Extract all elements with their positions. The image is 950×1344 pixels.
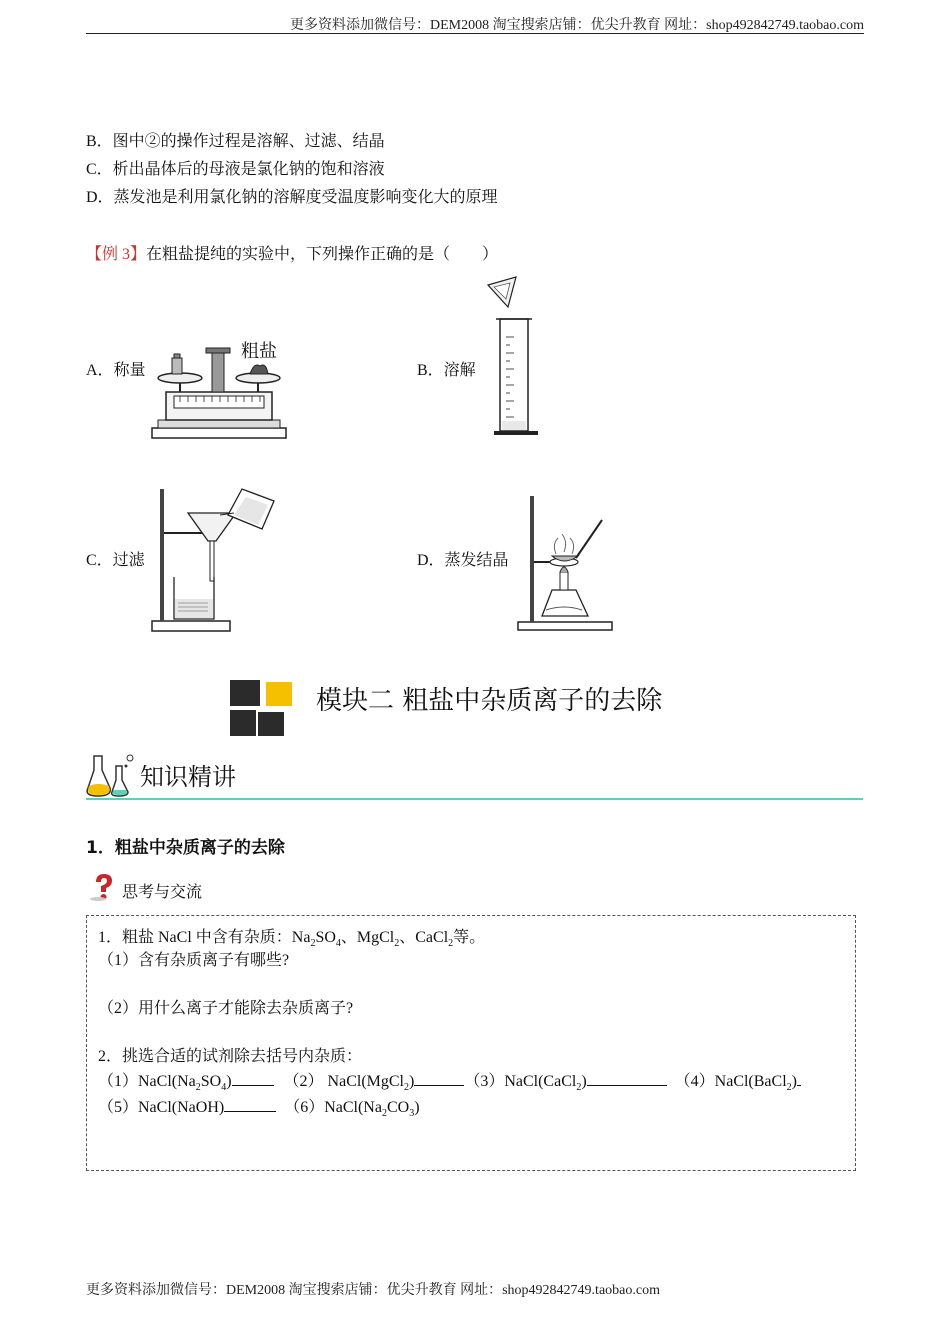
option-d-caption: D．蒸发结晶 [417, 552, 509, 569]
q1-sub: 4 [335, 938, 341, 950]
page-header: 更多资料添加微信号：DEM2008 淘宝搜索店铺：优尖升教育 网址：shop492842749.taobao.com [290, 18, 864, 33]
item-text: ) [581, 1073, 587, 1090]
cylinder-illustration [486, 277, 546, 437]
box-q2: 2．挑选合适的试剂除去括号内杂质： [98, 1048, 363, 1065]
item-sub: 2 [195, 1082, 201, 1094]
q1-text: 1．粗盐 NaCl 中含有杂质：Na [98, 929, 311, 946]
balance-label: 粗盐 [241, 341, 277, 362]
evaporation-illustration [516, 492, 616, 632]
item-text: （3）NaCl(CaCl [464, 1073, 577, 1090]
filtration-illustration [150, 485, 280, 635]
item-sub: 3 [409, 1108, 415, 1120]
section-title: 1．粗盐中杂质离子的去除 [86, 838, 285, 858]
answer-blank[interactable] [232, 1071, 274, 1086]
knowledge-title: 知识精讲 [140, 763, 236, 791]
knowledge-rule [86, 798, 863, 800]
q1-text: 、MgCl [340, 929, 395, 946]
item-sub: 2 [786, 1082, 792, 1094]
item-text: （6）NaCl(Na [284, 1099, 382, 1116]
item-text: ) [414, 1099, 420, 1116]
item-text: ) [791, 1073, 797, 1090]
box-items-row1 [98, 1068, 801, 1093]
q1-sub: 2 [310, 938, 316, 950]
item-text: （4）NaCl(BaCl [674, 1073, 787, 1090]
page-footer: 更多资料添加微信号：DEM2008 淘宝搜索店铺：优尖升教育 网址：shop492842749.taobao.com [86, 1283, 660, 1298]
item-text: （5）NaCl(NaOH) [98, 1099, 225, 1116]
q1-text: 等。 [453, 929, 486, 946]
example3-question [86, 241, 498, 264]
q1-sub: 2 [448, 938, 454, 950]
header-rule [86, 33, 864, 34]
option-b-caption: B．溶解 [417, 362, 476, 379]
flask-icon [86, 752, 136, 798]
box-q1-2: （2）用什么离子才能除去杂质离子? [98, 1000, 354, 1017]
module-title: 模块二 粗盐中杂质离子的去除 [316, 686, 663, 716]
item-text: SO [200, 1073, 222, 1090]
answer-blank[interactable] [587, 1071, 667, 1086]
question-mark-icon [88, 872, 118, 902]
answer-blank[interactable] [797, 1071, 801, 1086]
option-b-prev: B．图中②的操作过程是溶解、过滤、结晶 [86, 133, 385, 150]
module-logo-icon [228, 678, 298, 740]
item-text: （1）NaCl(Na [98, 1073, 196, 1090]
item-sub: 2 [404, 1082, 409, 1094]
answer-blank[interactable] [224, 1097, 276, 1112]
item-text: ) [226, 1073, 232, 1090]
think-label: 思考与交流 [122, 884, 203, 901]
option-c-caption: C．过滤 [86, 552, 145, 569]
q1-sub: 2 [394, 938, 400, 950]
item-sub: 2 [576, 1082, 582, 1094]
item-sub: 2 [381, 1108, 387, 1120]
q1-text: SO [315, 929, 336, 946]
item-text: ) [409, 1073, 415, 1090]
answer-blank[interactable] [414, 1071, 464, 1086]
item-text: CO [386, 1099, 410, 1116]
item-sub: 4 [221, 1082, 227, 1094]
option-d-prev: D．蒸发池是利用氯化钠的溶解度受温度影响变化大的原理 [86, 189, 498, 206]
example3-tag: 【例 3】 [86, 246, 147, 263]
box-q1 [98, 924, 485, 949]
q1-text: 、CaCl [399, 929, 449, 946]
box-q1-1: （1）含有杂质离子有哪些? [98, 952, 290, 969]
box-items-row2 [98, 1094, 420, 1119]
item-text: （2） NaCl(MgCl [283, 1073, 404, 1090]
option-c-prev: C．析出晶体后的母液是氯化钠的饱和溶液 [86, 161, 385, 178]
option-a-caption: A．称量 [86, 362, 146, 379]
example3-text: 在粗盐提纯的实验中，下列操作正确的是（ ） [146, 246, 499, 263]
